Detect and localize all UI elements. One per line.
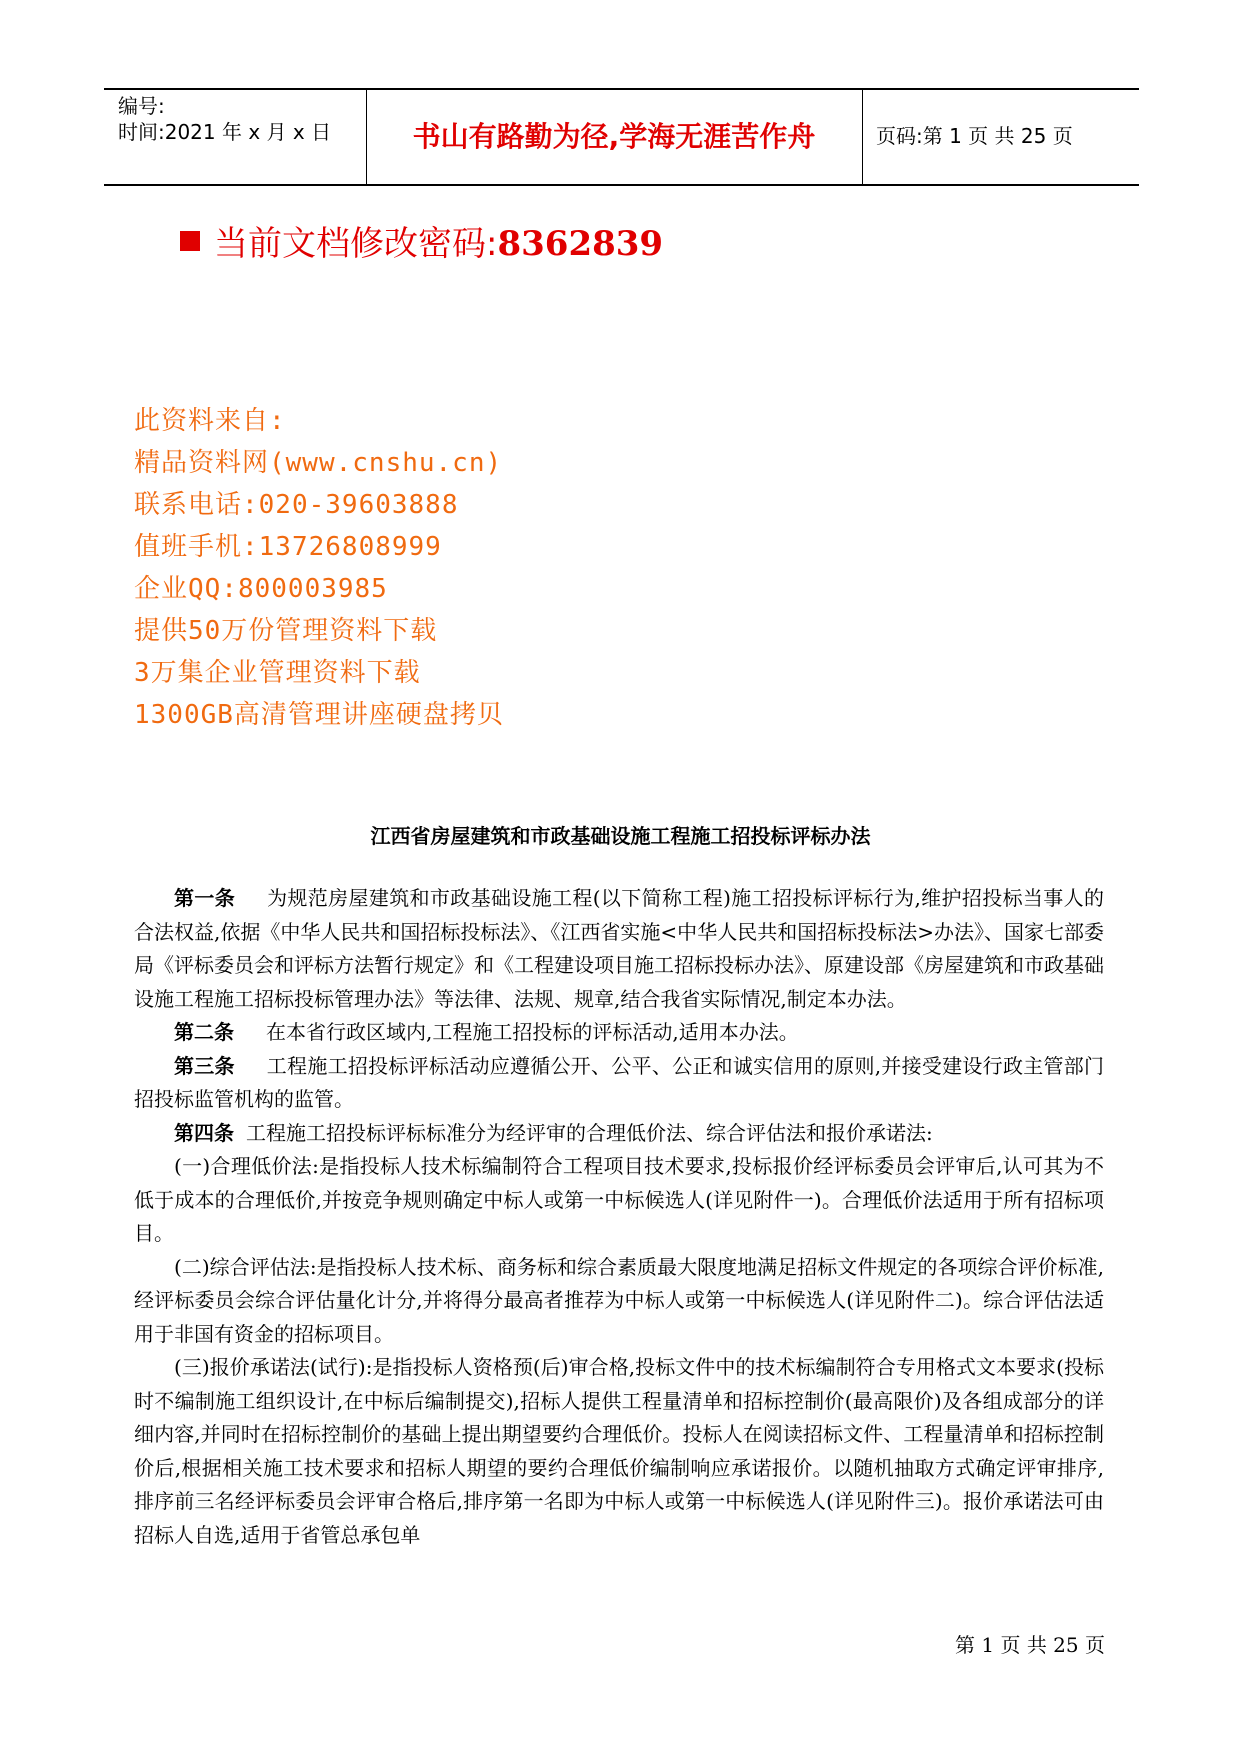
paragraph-text: 为规范房屋建筑和市政基础设施工程(以下简称工程)施工招投标评标行为,维护招投标当事人的合法权益,依据《中华人民共和国招标投标法》、《江西省实施<中华人民共和国招标投标法>办法》、国家七部委局《评标委员会和评标方法暂行规定》和《工程建设项目施工招标投标办法》、原建设部《房屋建筑和市政基础设施工程施工招标投标管理办法》等法律、法规、规章,结合我省实际情况,制定本办法。 xyxy=(134,886,1105,1011)
paragraph-text: (一)合理低价法:是指投标人技术标编制符合工程项目技术要求,投标报价经评标委员会评审后,认可其为不低于成本的合理低价,并按竞争规则确定中标人或第一中标候选人(详见附件一)。合理低价法适用于所有招标项目。 xyxy=(134,1154,1104,1245)
header-right-cell xyxy=(862,90,1139,184)
ad-line: 精品资料网(www.cnshu.cn) xyxy=(134,448,503,478)
header-table xyxy=(104,88,1139,186)
header-middle-cell xyxy=(366,90,863,184)
article-label: 第四条 xyxy=(174,1120,234,1145)
password-label: 当前文档修改密码: xyxy=(214,224,498,264)
paragraph-text: (三)报价承诺法(试行):是指投标人资格预(后)审合格,投标文件中的技术标编制符合专用格式文本要求(投标时不编制施工组织设计,在中标后编制提交),招标人提供工程量清单和招标控制价(最高限价)及各组成部分的详细内容,并同时在招标控制价的基础上提出期望要约合理低价。投标人在阅读招标文件、工程量清单和招标控制价后,根据相关施工技术要求和招标人期望的要约合理低价编制响应承诺报价。以随机抽取方式确定评审排序,排序前三名经评标委员会评审合格后,排序第一名即为中标人或第一中标候选人(详见附件三)。报价承诺法可由招标人自选,适用于省管总承包单 xyxy=(134,1355,1104,1547)
paragraph xyxy=(134,1150,1104,1251)
ad-line: 此资料来自: xyxy=(134,406,286,436)
paragraph xyxy=(134,1117,1104,1151)
paragraph-text: 工程施工招投标评标活动应遵循公开、公平、公正和诚实信用的原则,并接受建设行政主管部门招投标监管机构的监管。 xyxy=(134,1053,1105,1111)
document-title: 江西省房屋建筑和市政基础设施工程施工招投标评标办法 xyxy=(370,824,871,848)
motto: 书山有路勤为径,学海无涯苦作舟 xyxy=(412,120,816,153)
ad-line: 1300GB高清管理讲座硬盘拷贝 xyxy=(134,700,504,730)
ad-line: 企业QQ:800003985 xyxy=(134,574,388,604)
time-label: 时间:2021 年 x 月 x 日 xyxy=(118,120,332,144)
ad-line: 联系电话:020-39603888 xyxy=(134,490,459,520)
ad-line: 提供50万份管理资料下载 xyxy=(134,616,438,646)
article-label: 第二条 xyxy=(174,1020,234,1044)
document-body xyxy=(134,882,1104,1552)
paragraph-text: (二)综合评估法:是指投标人技术标、商务标和综合素质最大限度地满足招标文件规定的各项综合评价标准,经评标委员会综合评估量化计分,并将得分最高者推荐为中标人或第一中标候选人(详见附件二)。综合评估法适用于非国有资金的招标项目。 xyxy=(134,1254,1104,1346)
page-code: 页码:第 1 页 共 25 页 xyxy=(876,124,1073,148)
ad-line: 值班手机:13726808999 xyxy=(134,532,442,562)
paragraph xyxy=(134,1251,1104,1352)
page-footer: 第 1 页 共 25 页 xyxy=(955,1633,1105,1657)
article-label: 第一条 xyxy=(174,886,236,910)
article-label: 第三条 xyxy=(174,1053,235,1078)
paragraph xyxy=(134,1016,1104,1050)
header-left-cell xyxy=(104,90,367,184)
password-line xyxy=(180,222,663,266)
paragraph xyxy=(134,882,1104,1016)
ad-line: 3万集企业管理资料下载 xyxy=(134,658,421,688)
ad-block xyxy=(134,400,504,736)
paragraph-text: 在本省行政区域内,工程施工招投标的评标活动,适用本办法。 xyxy=(266,1020,799,1044)
square-bullet-icon xyxy=(180,231,200,251)
paragraph xyxy=(134,1050,1104,1117)
password-code: 8362839 xyxy=(497,224,664,264)
number-label: 编号: xyxy=(118,94,165,118)
paragraph-text: 工程施工招投标评标标准分为经评审的合理低价法、综合评估法和报价承诺法: xyxy=(246,1120,933,1145)
paragraph xyxy=(134,1351,1104,1552)
